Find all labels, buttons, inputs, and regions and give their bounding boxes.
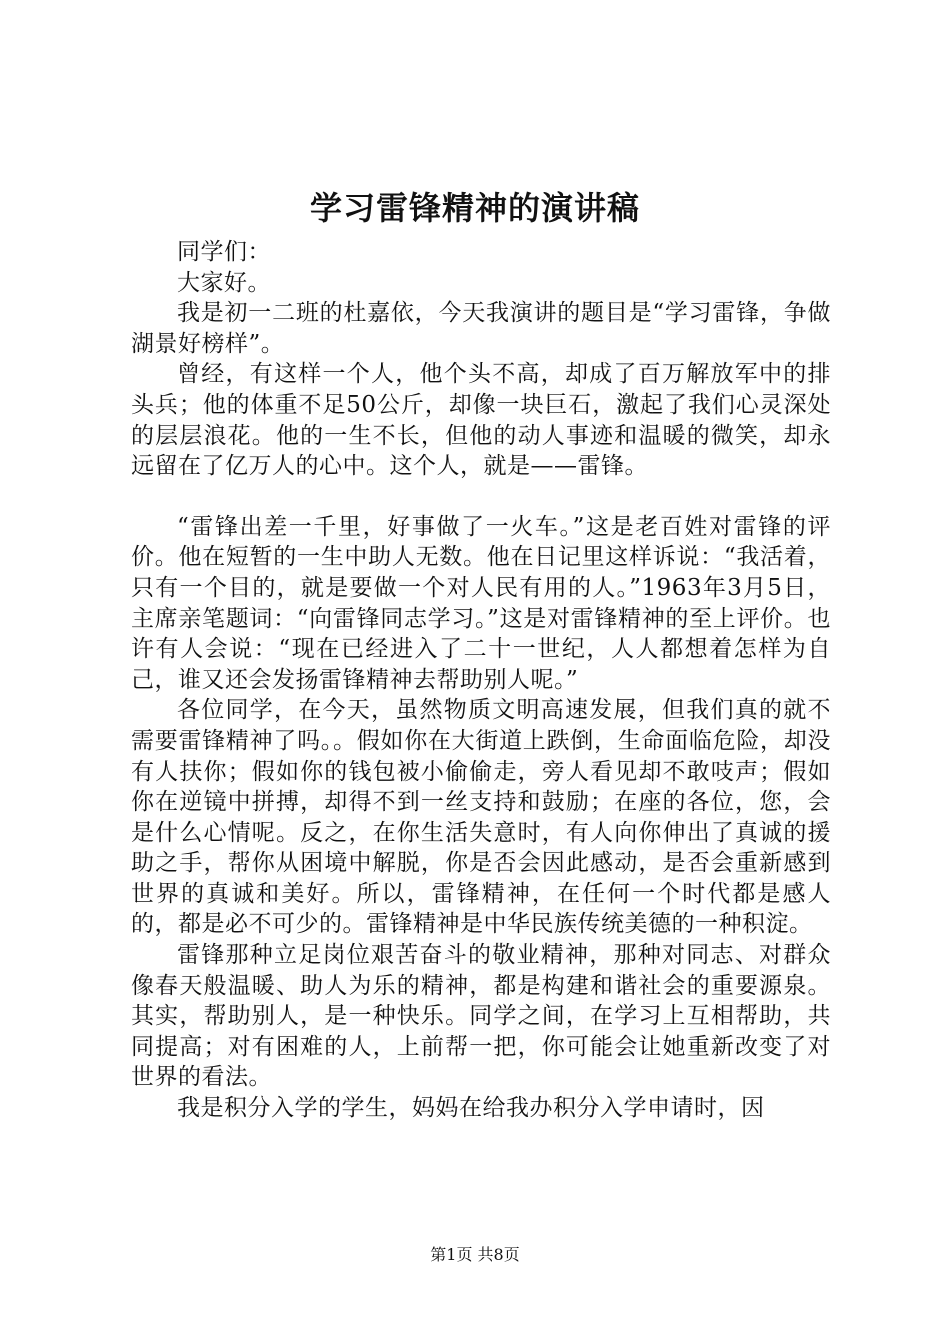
paragraph-evaluation: “雷锋出差一千里，好事做了一火车。”这是老百姓对雷锋的评价。他在短暂的一生中助人无数。他在日记里这样诉说：“我活着，只有一个目的，就是要做一个对人民有用的人。”1963年3月5日，主席亲笔题词：“向雷锋同志学习。”这是对雷锋精神的至上评价。也许有人会说：“现在已经进入了二十一世纪，人人都想着怎样为自己，谁又还会发扬雷锋精神去帮助别人呢。” <box>131 513 831 693</box>
paragraph-intro: 我是初一二班的杜嘉依，今天我演讲的题目是“学习雷锋，争做湖景好榜样”。 <box>131 300 831 357</box>
salutation: 同学们： <box>177 239 271 265</box>
document-body <box>131 237 831 1124</box>
page-footer: 第1页 共8页 <box>430 1245 520 1264</box>
document-title: 学习雷锋精神的演讲稿 <box>309 189 640 227</box>
paragraph-leifeng-description: 曾经，有这样一个人，他个头不高，却成了百万解放军中的排头兵；他的体重不足50公斤，却像一块巨石，激起了我们心灵深处的层层浪花。他的一生不长，但他的动人事迹和温暖的微笑，却永远留在了亿万人的心中。这个人，就是——雷锋。 <box>131 361 831 480</box>
paragraph-spirit: 雷锋那种立足岗位艰苦奋斗的敬业精神，那种对同志、对群众像春天般温暖、助人为乐的精神，都是构建和谐社会的重要源泉。其实，帮助别人，是一种快乐。同学之间，在学习上互相帮助，共同提高；对有困难的人，上前帮一把，你可能会让她重新改变了对世界的看法。 <box>131 942 831 1091</box>
greeting: 大家好。 <box>177 269 271 296</box>
paragraph-today: 各位同学，在今天，虽然物质文明高速发展，但我们真的就不需要雷锋精神了吗。。假如你在大街道上跌倒，生命面临危险，却没有人扶你；假如你的钱包被小偷偷走，旁人看见却不敢吱声；假如你在逆镜中拼搏，却得不到一丝支持和鼓励；在座的各位，您，会是什么心情呢。反之，在你生活失意时，有人向你伸出了真诚的援助之手，帮你从困境中解脱，你是否会因此感动，是否会重新感到世界的真诚和美好。所以，雷锋精神，在任何一个时代都是感人的，都是必不可少的。雷锋精神是中华民族传统美德的一种积淀。 <box>131 697 831 938</box>
paragraph-personal: 我是积分入学的学生，妈妈在给我办积分入学申请时，因 <box>177 1095 765 1122</box>
